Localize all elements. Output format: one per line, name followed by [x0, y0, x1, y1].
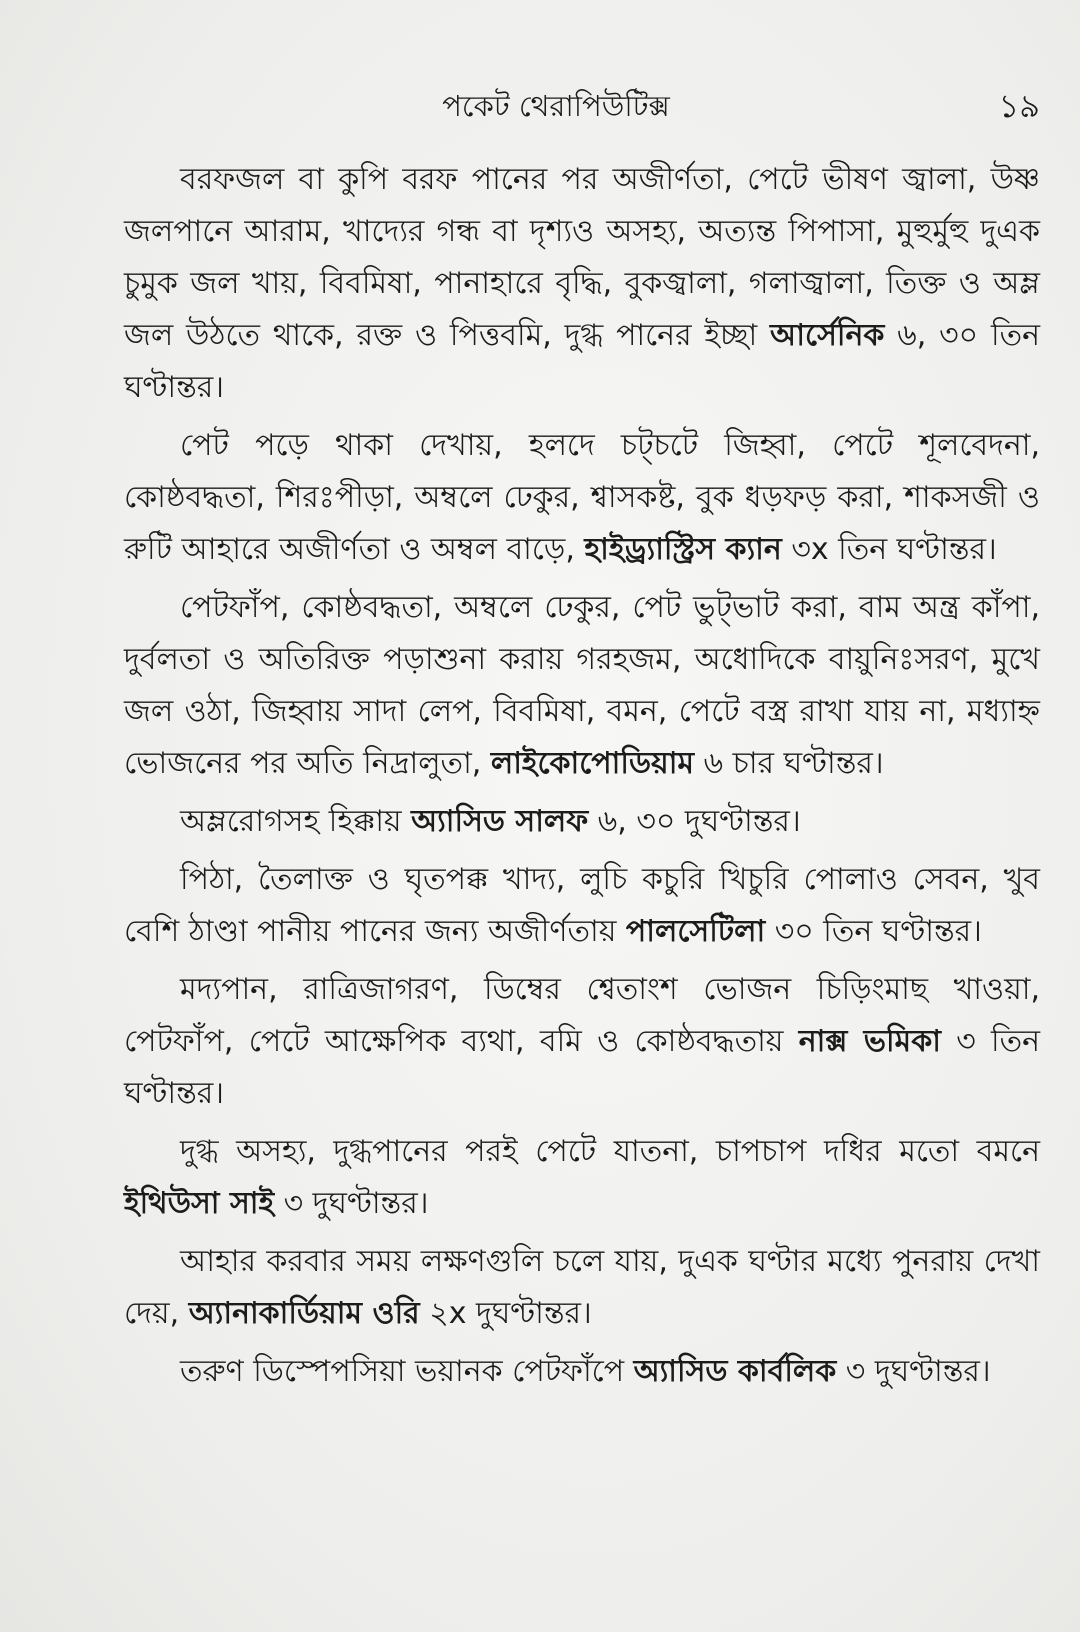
paragraph-text: দুগ্ধ অসহ্য, দুগ্ধপানের পরই পেটে যাতনা, চাপচাপ দধির মতো বমনে — [180, 1134, 1040, 1169]
paragraph-text: পেটফাঁপ, কোষ্ঠবদ্ধতা, অম্বলে ঢেকুর, পেট ভুট্ভাট করা, বাম অন্ত্র কাঁপা, দুর্বলতা ও অতিরিক্ত পড়াশুনা করায় গরহজম, অধোদিকে বায়ুনিঃসরণ, মুখে জল ওঠা, জিহ্বায় সাদা লেপ, বিবমিষা, বমন, পেটে বস্ত্র রাখা যায় না, মধ্যাহ্ন ভোজনের পর অতি নিদ্রালুতা, — [124, 590, 1040, 781]
paragraph — [124, 154, 1040, 414]
running-title: পকেট থেরাপিউটিক্স — [442, 89, 670, 123]
paragraph — [124, 796, 1040, 848]
paragraph — [124, 964, 1040, 1120]
remedy-name: নাক্স ভমিকা — [798, 1024, 941, 1059]
page-number: ১৯ — [998, 87, 1040, 125]
paragraph-text: তরুণ ডিস্পেপসিয়া ভয়ানক পেটফাঁপে — [180, 1354, 634, 1389]
remedy-name: অ্যানাকার্ডিয়াম ওরি — [188, 1296, 420, 1331]
paragraph — [124, 854, 1040, 958]
paragraph — [124, 582, 1040, 790]
dosage-text: ৩ দুঘণ্টান্তর। — [836, 1354, 991, 1389]
paragraph-text: বরফজল বা কুপি বরফ পানের পর অজীর্ণতা, পেটে ভীষণ জ্বালা, উষ্ণ জলপানে আরাম, খাদ্যের গন্ধ বা দৃশ্যও অসহ্য, অত্যন্ত পিপাসা, মুহুর্মুহু দুএক চুমুক জল খায়, বিবমিষা, পানাহারে বৃদ্ধি, বুকজ্বালা, গলাজ্বালা, তিক্ত ও অম্ল জল উঠতে থাকে, রক্ত ও পিত্তবমি, দুগ্ধ পানের ইচ্ছা — [124, 162, 1040, 353]
remedy-name: পালসেটিলা — [625, 914, 766, 949]
remedy-name: ইথিউসা সাই — [124, 1186, 275, 1221]
paragraph-text: পিঠা, তৈলাক্ত ও ঘৃতপক্ক খাদ্য, লুচি কচুরি খিচুরি পোলাও সেবন, খুব বেশি ঠাণ্ডা পানীয় পানের জন্য অজীর্ণতায় — [124, 862, 1040, 949]
dosage-text: ৬, ৩০ দুঘণ্টান্তর। — [588, 804, 801, 839]
paragraph-text: আহার করবার সময় লক্ষণগুলি চলে যায়, দুএক ঘণ্টার মধ্যে পুনরায় দেখা দেয়, — [124, 1244, 1040, 1331]
paragraph — [124, 1346, 1040, 1398]
remedy-name: অ্যাসিড কার্বলিক — [633, 1354, 837, 1389]
dosage-text: ৩x তিন ঘণ্টান্তর। — [781, 532, 997, 567]
remedy-name: হাইড্র্যাস্ট্রিস ক্যান — [584, 532, 782, 567]
dosage-text: ৬ চার ঘণ্টান্তর। — [694, 746, 884, 781]
paragraph — [124, 420, 1040, 576]
dosage-text: ৬, ৩০ তিন ঘণ্টান্তর। — [124, 318, 1040, 405]
running-header — [124, 82, 1040, 130]
remedy-name: অ্যাসিড সালফ — [411, 804, 589, 839]
remedy-name: আর্সেনিক — [770, 318, 885, 353]
dosage-text: ৩০ তিন ঘণ্টান্তর। — [765, 914, 982, 949]
dosage-text: ৩ তিন ঘণ্টান্তর। — [124, 1024, 1041, 1111]
paragraph-text: অম্লরোগসহ হিক্কায় — [180, 804, 412, 839]
dosage-text: ৩ দুঘণ্টান্তর। — [274, 1186, 429, 1221]
paragraph-text: মদ্যপান, রাত্রিজাগরণ, ডিম্বের শ্বেতাংশ ভোজন চিড়িংমাছ খাওয়া, পেটফাঁপ, পেটে আক্ষেপিক ব্যথা, বমি ও কোষ্ঠবদ্ধতায় — [124, 972, 1040, 1059]
dosage-text: ২x দুঘণ্টান্তর। — [419, 1296, 592, 1331]
paragraph-text: পেট পড়ে থাকা দেখায়, হলদে চট্চটে জিহ্বা, পেটে শূলবেদনা, কোষ্ঠবদ্ধতা, শিরঃপীড়া, অম্বলে ঢেকুর, শ্বাসকষ্ট, বুক ধড়ফড় করা, শাকসজী ও রুটি আহারে অজীর্ণতা ও অম্বল বাড়ে, — [124, 428, 1040, 567]
body-text — [124, 154, 1040, 1398]
paragraph — [124, 1126, 1040, 1230]
paragraph — [124, 1236, 1040, 1340]
remedy-name: লাইকোপোডিয়াম — [490, 746, 695, 781]
